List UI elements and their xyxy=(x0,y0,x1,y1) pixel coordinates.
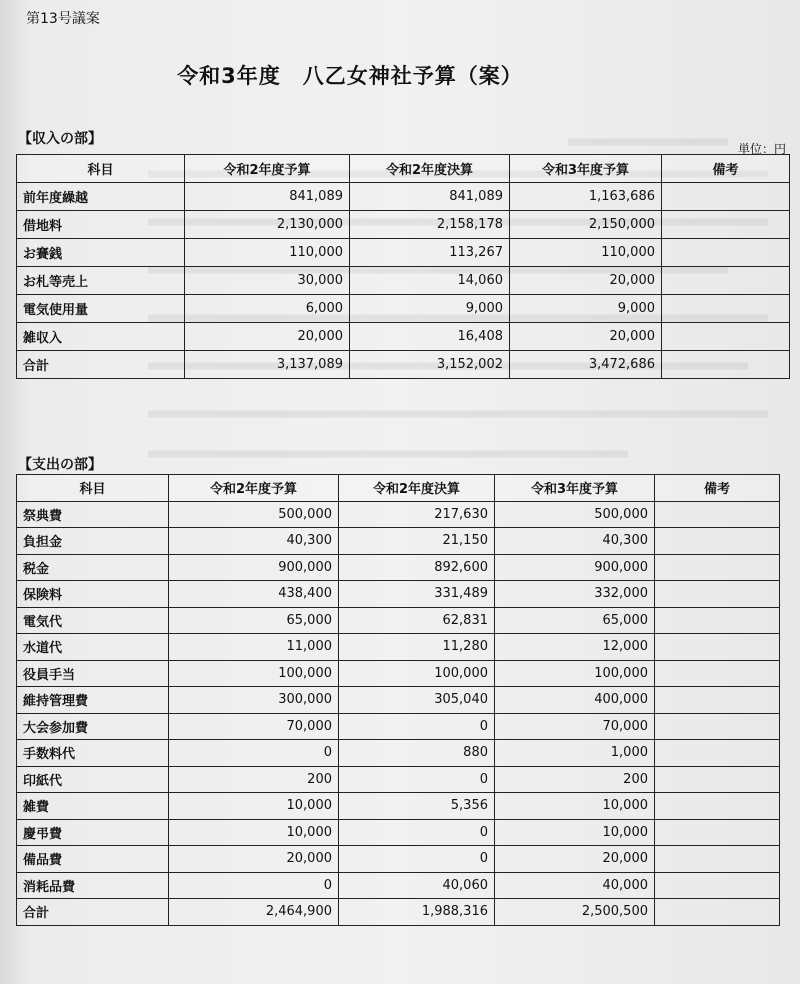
budget-r3-cell: 110,000 xyxy=(510,239,662,267)
item-cell: 税金 xyxy=(17,554,169,581)
item-cell: 負担金 xyxy=(17,528,169,555)
actual-r2-cell: 1,988,316 xyxy=(339,899,495,926)
note-cell xyxy=(655,846,780,873)
budget-r3-cell: 20,000 xyxy=(510,267,662,295)
budget-r2-cell: 70,000 xyxy=(169,713,339,740)
item-cell: 電気代 xyxy=(17,607,169,634)
budget-r2-cell: 20,000 xyxy=(169,846,339,873)
table-row xyxy=(17,713,780,740)
column-header-actual-r2: 令和2年度決算 xyxy=(350,155,510,183)
actual-r2-cell: 40,060 xyxy=(339,872,495,899)
budget-r2-cell: 200 xyxy=(169,766,339,793)
table-row xyxy=(17,501,780,528)
budget-r3-cell: 10,000 xyxy=(495,819,655,846)
table-row xyxy=(17,766,780,793)
table-row xyxy=(17,793,780,820)
table-row xyxy=(17,323,790,351)
note-cell xyxy=(655,581,780,608)
item-cell: 役員手当 xyxy=(17,660,169,687)
actual-r2-cell: 0 xyxy=(339,846,495,873)
budget-r3-cell: 2,150,000 xyxy=(510,211,662,239)
actual-r2-cell: 62,831 xyxy=(339,607,495,634)
budget-r2-cell: 900,000 xyxy=(169,554,339,581)
budget-r3-cell: 9,000 xyxy=(510,295,662,323)
note-cell xyxy=(655,528,780,555)
actual-r2-cell: 331,489 xyxy=(339,581,495,608)
expense-section-label: 【支出の部】 xyxy=(18,457,102,473)
budget-r3-cell: 2,500,500 xyxy=(495,899,655,926)
table-row xyxy=(17,607,780,634)
column-header-budget-r3: 令和3年度予算 xyxy=(510,155,662,183)
item-cell: 前年度繰越 xyxy=(17,183,185,211)
income-section-label: 【収入の部】 xyxy=(18,131,102,147)
budget-r3-cell: 10,000 xyxy=(495,793,655,820)
page-title: 令和3年度 八乙女神社予算（案） xyxy=(177,64,523,88)
item-cell: 電気使用量 xyxy=(17,295,185,323)
budget-r2-cell: 40,300 xyxy=(169,528,339,555)
column-header-note: 備考 xyxy=(655,475,780,502)
column-header-item: 科目 xyxy=(17,475,169,502)
item-cell: 慶弔費 xyxy=(17,819,169,846)
item-cell: 手数料代 xyxy=(17,740,169,767)
note-cell xyxy=(662,183,790,211)
table-row xyxy=(17,581,780,608)
actual-r2-cell: 305,040 xyxy=(339,687,495,714)
budget-r2-cell: 2,130,000 xyxy=(185,211,350,239)
budget-r2-cell: 110,000 xyxy=(185,239,350,267)
note-cell xyxy=(655,766,780,793)
budget-r2-cell: 6,000 xyxy=(185,295,350,323)
table-row xyxy=(17,660,780,687)
unit-label: 単位：円 xyxy=(737,142,786,156)
item-cell: 消耗品費 xyxy=(17,872,169,899)
column-header-budget-r2: 令和2年度予算 xyxy=(185,155,350,183)
income-table-body xyxy=(17,183,790,379)
note-cell xyxy=(655,713,780,740)
budget-r3-cell: 40,300 xyxy=(495,528,655,555)
column-header-budget-r2: 令和2年度予算 xyxy=(169,475,339,502)
table-row xyxy=(17,846,780,873)
table-row xyxy=(17,740,780,767)
actual-r2-cell: 2,158,178 xyxy=(350,211,510,239)
budget-r3-cell: 12,000 xyxy=(495,634,655,661)
table-row xyxy=(17,687,780,714)
budget-r3-cell: 332,000 xyxy=(495,581,655,608)
table-row xyxy=(17,528,780,555)
budget-r3-cell: 40,000 xyxy=(495,872,655,899)
note-cell xyxy=(655,740,780,767)
actual-r2-cell: 100,000 xyxy=(339,660,495,687)
item-cell: 保険料 xyxy=(17,581,169,608)
expense-header-row xyxy=(17,475,780,502)
note-cell xyxy=(655,554,780,581)
expense-table-body xyxy=(17,501,780,925)
item-cell: 印紙代 xyxy=(17,766,169,793)
budget-r2-cell: 65,000 xyxy=(169,607,339,634)
actual-r2-cell: 217,630 xyxy=(339,501,495,528)
table-row xyxy=(17,554,780,581)
budget-r2-cell: 0 xyxy=(169,872,339,899)
actual-r2-cell: 0 xyxy=(339,819,495,846)
table-row xyxy=(17,351,790,379)
budget-r3-cell: 65,000 xyxy=(495,607,655,634)
actual-r2-cell: 3,152,002 xyxy=(350,351,510,379)
actual-r2-cell: 841,089 xyxy=(350,183,510,211)
note-cell xyxy=(662,323,790,351)
budget-r2-cell: 100,000 xyxy=(169,660,339,687)
item-cell: 備品費 xyxy=(17,846,169,873)
income-table xyxy=(16,154,790,379)
budget-r3-cell: 100,000 xyxy=(495,660,655,687)
actual-r2-cell: 11,280 xyxy=(339,634,495,661)
actual-r2-cell: 892,600 xyxy=(339,554,495,581)
budget-r2-cell: 0 xyxy=(169,740,339,767)
column-header-note: 備考 xyxy=(662,155,790,183)
item-cell: 借地料 xyxy=(17,211,185,239)
table-row xyxy=(17,239,790,267)
note-cell xyxy=(655,634,780,661)
item-cell: お札等売上 xyxy=(17,267,185,295)
note-cell xyxy=(655,501,780,528)
note-cell xyxy=(662,295,790,323)
budget-r2-cell: 500,000 xyxy=(169,501,339,528)
table-row xyxy=(17,211,790,239)
note-cell xyxy=(655,899,780,926)
actual-r2-cell: 113,267 xyxy=(350,239,510,267)
budget-r3-cell: 3,472,686 xyxy=(510,351,662,379)
item-cell: 雑費 xyxy=(17,793,169,820)
budget-r2-cell: 3,137,089 xyxy=(185,351,350,379)
budget-r2-cell: 300,000 xyxy=(169,687,339,714)
column-header-budget-r3: 令和3年度予算 xyxy=(495,475,655,502)
budget-r3-cell: 1,163,686 xyxy=(510,183,662,211)
budget-r2-cell: 841,089 xyxy=(185,183,350,211)
item-cell: 大会参加費 xyxy=(17,713,169,740)
proposal-number: 第13号議案 xyxy=(26,11,100,27)
actual-r2-cell: 880 xyxy=(339,740,495,767)
column-header-item: 科目 xyxy=(17,155,185,183)
item-cell: 合計 xyxy=(17,899,169,926)
note-cell xyxy=(655,872,780,899)
actual-r2-cell: 0 xyxy=(339,713,495,740)
table-row xyxy=(17,183,790,211)
actual-r2-cell: 0 xyxy=(339,766,495,793)
budget-r2-cell: 11,000 xyxy=(169,634,339,661)
budget-r3-cell: 20,000 xyxy=(495,846,655,873)
table-row xyxy=(17,267,790,295)
income-header-row xyxy=(17,155,790,183)
budget-r3-cell: 400,000 xyxy=(495,687,655,714)
budget-r3-cell: 500,000 xyxy=(495,501,655,528)
item-cell: お賽銭 xyxy=(17,239,185,267)
budget-r2-cell: 10,000 xyxy=(169,819,339,846)
note-cell xyxy=(662,211,790,239)
item-cell: 水道代 xyxy=(17,634,169,661)
budget-r2-cell: 20,000 xyxy=(185,323,350,351)
note-cell xyxy=(655,819,780,846)
budget-r3-cell: 200 xyxy=(495,766,655,793)
column-header-actual-r2: 令和2年度決算 xyxy=(339,475,495,502)
budget-r2-cell: 30,000 xyxy=(185,267,350,295)
table-row xyxy=(17,872,780,899)
budget-r3-cell: 1,000 xyxy=(495,740,655,767)
actual-r2-cell: 14,060 xyxy=(350,267,510,295)
note-cell xyxy=(662,351,790,379)
budget-r2-cell: 438,400 xyxy=(169,581,339,608)
note-cell xyxy=(662,267,790,295)
table-row xyxy=(17,819,780,846)
note-cell xyxy=(655,607,780,634)
budget-r2-cell: 2,464,900 xyxy=(169,899,339,926)
budget-r3-cell: 70,000 xyxy=(495,713,655,740)
budget-r3-cell: 20,000 xyxy=(510,323,662,351)
budget-r2-cell: 10,000 xyxy=(169,793,339,820)
table-row xyxy=(17,295,790,323)
budget-r3-cell: 900,000 xyxy=(495,554,655,581)
note-cell xyxy=(662,239,790,267)
note-cell xyxy=(655,687,780,714)
note-cell xyxy=(655,660,780,687)
note-cell xyxy=(655,793,780,820)
item-cell: 祭典費 xyxy=(17,501,169,528)
actual-r2-cell: 5,356 xyxy=(339,793,495,820)
actual-r2-cell: 9,000 xyxy=(350,295,510,323)
actual-r2-cell: 21,150 xyxy=(339,528,495,555)
table-row xyxy=(17,634,780,661)
expense-table xyxy=(16,474,780,926)
table-row xyxy=(17,899,780,926)
item-cell: 雑収入 xyxy=(17,323,185,351)
item-cell: 維持管理費 xyxy=(17,687,169,714)
item-cell: 合計 xyxy=(17,351,185,379)
actual-r2-cell: 16,408 xyxy=(350,323,510,351)
